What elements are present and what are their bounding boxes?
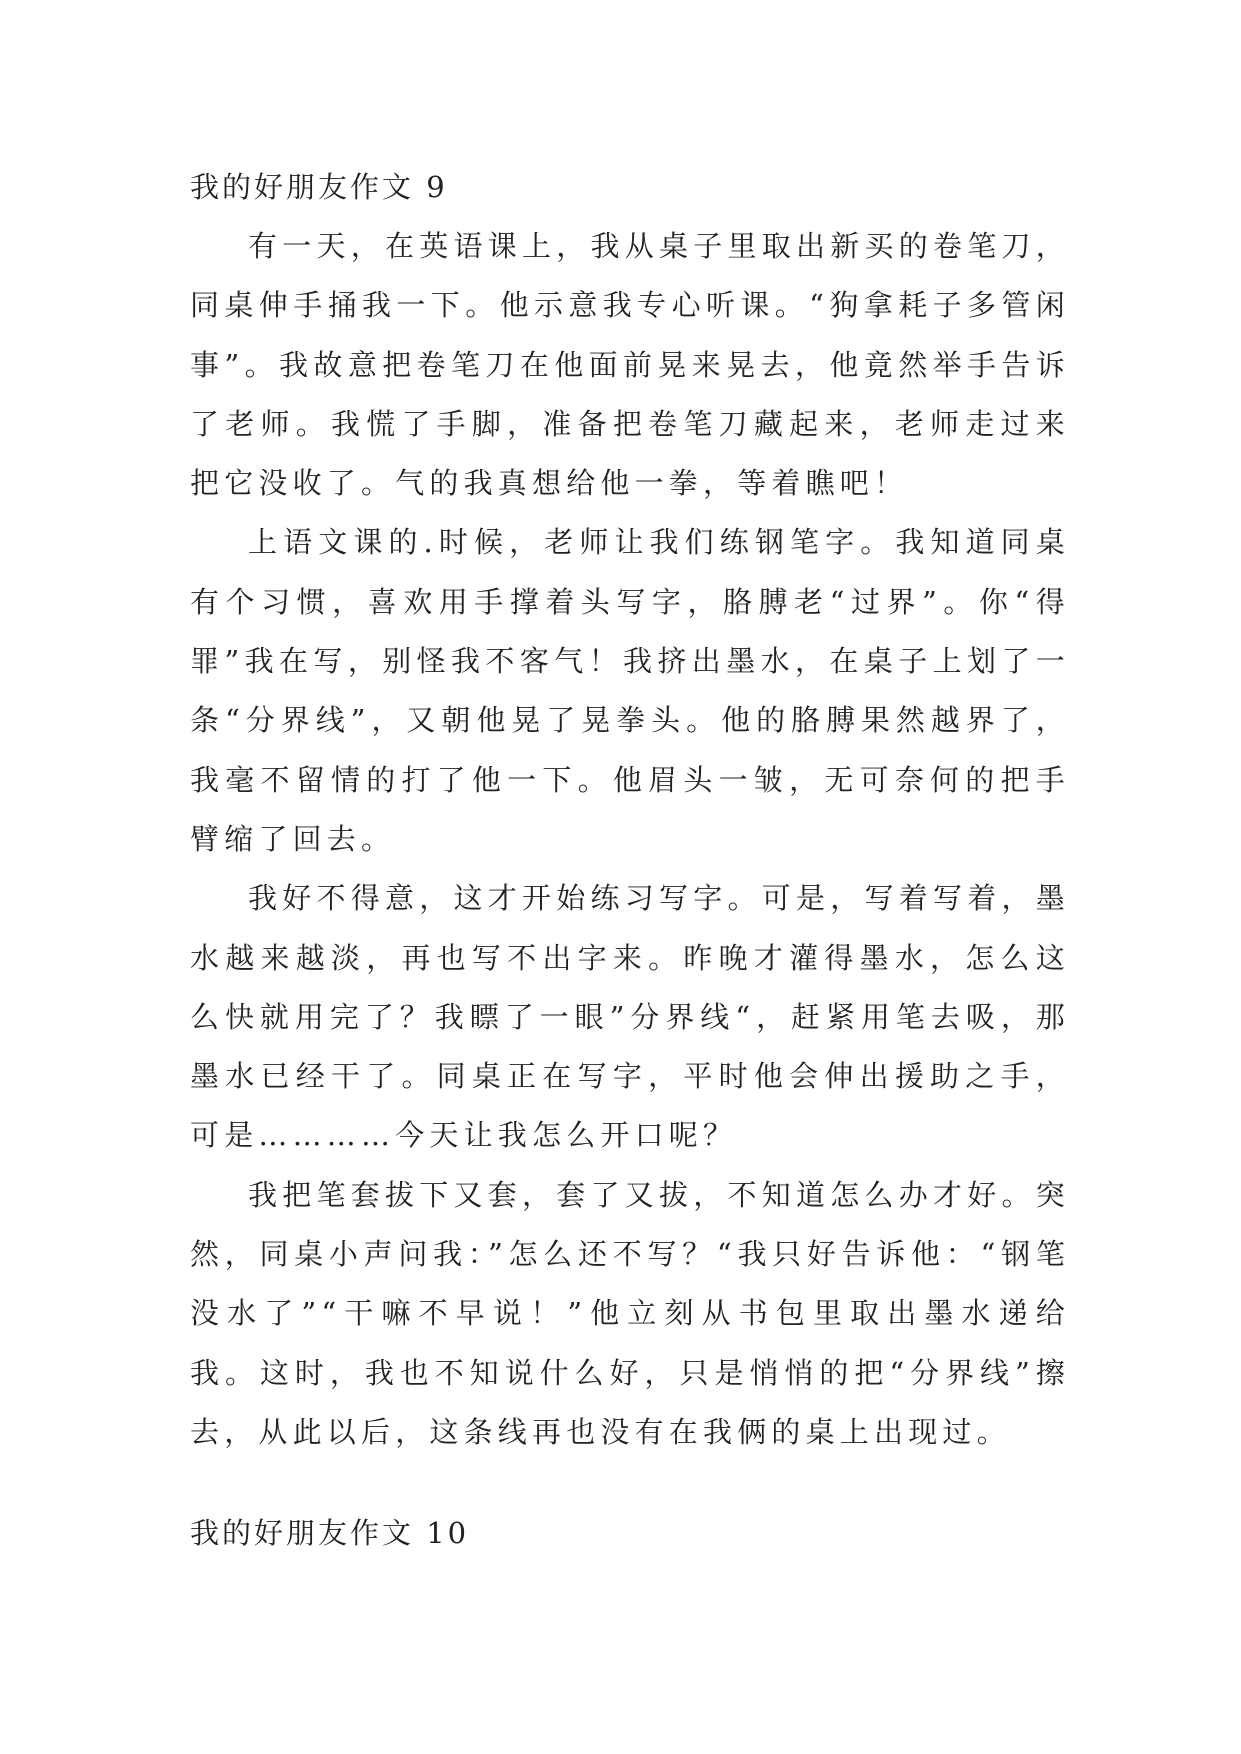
section-title: 我的好朋友作文 10 bbox=[190, 1516, 470, 1551]
paragraph: 上语文课的.时候，老师让我们练钢笔字。我知道同桌有个习惯，喜欢用手撑着头写字，胳膊老“过界”。你“得罪”我在写，别怪我不客气！我挤出墨水，在桌子上划了一条“分界线”，又朝他晃了晃拳头。他的胳膊果然越界了，我毫不留情的打了他一下。他眉头一皱，无可奈何的把手臂缩了回去。 bbox=[190, 525, 1070, 856]
document-body bbox=[190, 158, 1070, 1563]
paragraph: 有一天，在英语课上，我从桌子里取出新买的卷笔刀，同桌伸手捅我一下。他示意我专心听课。“狗拿耗子多管闲事”。我故意把卷笔刀在他面前晃来晃去，他竟然举手告诉了老师。我慌了手脚，准备把卷笔刀藏起来，老师走过来把它没收了。气的我真想给他一拳，等着瞧吧！ bbox=[190, 229, 1070, 501]
paragraph: 我把笔套拔下又套，套了又拔，不知道怎么办才好。突然，同桌小声问我：”怎么还不写？“我只好告诉他：“钢笔没水了”“干嘛不早说！”他立刻从书包里取出墨水递给我。这时，我也不知说什么好，只是悄悄的把“分界线”擦去，从此以后，这条线再也没有在我俩的桌上出现过。 bbox=[190, 1177, 1070, 1449]
section-spacer bbox=[190, 1462, 1070, 1504]
section-title: 我的好朋友作文 9 bbox=[190, 170, 448, 204]
paragraph: 我好不得意，这才开始练习写字。可是，写着写着，墨水越来越淡，再也写不出字来。昨晚才灌得墨水，怎么这么快就用完了？我瞟了一眼”分界线“，赶紧用笔去吸，那墨水已经干了。同桌正在写字，平时他会伸出援助之手，可是…………今天让我怎么开口呢？ bbox=[190, 881, 1070, 1153]
